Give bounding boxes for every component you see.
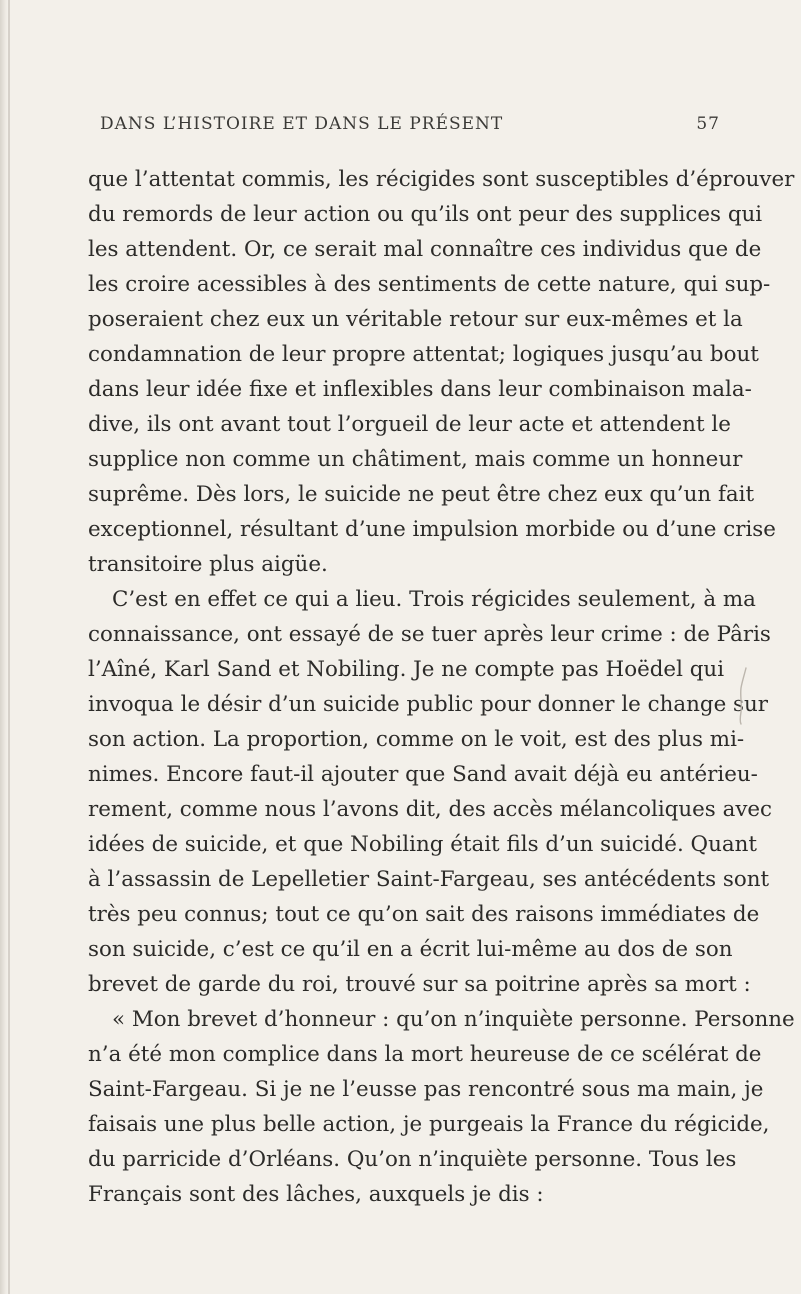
text-line: Français sont des lâches, auxquels je dis : [88, 1182, 544, 1207]
text-line: connaissance, ont essayé de se tuer après leur crime : de Pâris [88, 622, 771, 647]
text-line: exceptionnel, résultant d’une impulsion morbide ou d’une crise [88, 517, 776, 542]
text-line: son action. La proportion, comme on le voit, est des plus mi- [88, 727, 745, 752]
text-line: brevet de garde du roi, trouvé sur sa poitrine après sa mort : [88, 972, 751, 997]
text-line: suprême. Dès lors, le suicide ne peut être chez eux qu’un fait [88, 482, 755, 507]
text-line: faisais une plus belle action, je purgeais la France du régicide, [88, 1112, 770, 1137]
page-binding-line [8, 0, 10, 1294]
text-line: condamnation de leur propre attentat; logiques jusqu’au bout [88, 342, 759, 367]
text-line: rement, comme nous l’avons dit, des accès mélancoliques avec [88, 797, 773, 822]
text-line: à l’assassin de Lepelletier Saint-Fargeau, ses antécédents sont [88, 867, 770, 892]
text-line: dive, ils ont avant tout l’orgueil de leur acte et attendent le [88, 412, 731, 437]
text-line: Saint-Fargeau. Si je ne l’eusse pas rencontré sous ma main, je [88, 1077, 764, 1102]
text-line: l’Aîné, Karl Sand et Nobiling. Je ne compte pas Hoëdel qui [88, 657, 725, 682]
text-line: dans leur idée fixe et inflexibles dans leur combinaison mala- [88, 377, 752, 402]
text-line: du parricide d’Orléans. Qu’on n’inquiète personne. Tous les [88, 1147, 737, 1172]
text-line: nimes. Encore faut-il ajouter que Sand avait déjà eu antérieu- [88, 762, 758, 787]
page-binding-edge [0, 0, 8, 1294]
text-line: idées de suicide, et que Nobiling était fils d’un suicidé. Quant [88, 832, 757, 857]
text-line: invoqua le désir d’un suicide public pour donner le change sur [88, 692, 769, 717]
text-line: supplice non comme un châtiment, mais comme un honneur [88, 447, 743, 472]
text-line: très peu connus; tout ce qu’on sait des raisons immédiates de [88, 902, 760, 927]
text-line: du remords de leur action ou qu’ils ont peur des supplices qui [88, 202, 763, 227]
body-text [88, 162, 795, 1212]
text-line: poseraient chez eux un véritable retour sur eux-mêmes et la [88, 307, 743, 332]
page-header [100, 114, 720, 144]
text-line: son suicide, c’est ce qu’il en a écrit lui-même au dos de son [88, 937, 733, 962]
page-number: 57 [696, 114, 720, 134]
text-line: n’a été mon complice dans la mort heureuse de ce scélérat de [88, 1042, 762, 1067]
text-line: transitoire plus aigüe. [88, 552, 328, 577]
running-title: DANS L’HISTOIRE ET DANS LE PRÉSENT [100, 114, 504, 134]
text-line: que l’attentat commis, les récigides sont susceptibles d’éprouver [88, 167, 795, 192]
text-line: « Mon brevet d’honneur : qu’on n’inquiète personne. Personne [112, 1007, 795, 1032]
text-line: les attendent. Or, ce serait mal connaître ces individus que de [88, 237, 762, 262]
text-line: C’est en effet ce qui a lieu. Trois régicides seulement, à ma [112, 587, 756, 612]
text-line: les croire acessibles à des sentiments de cette nature, qui sup- [88, 272, 771, 297]
